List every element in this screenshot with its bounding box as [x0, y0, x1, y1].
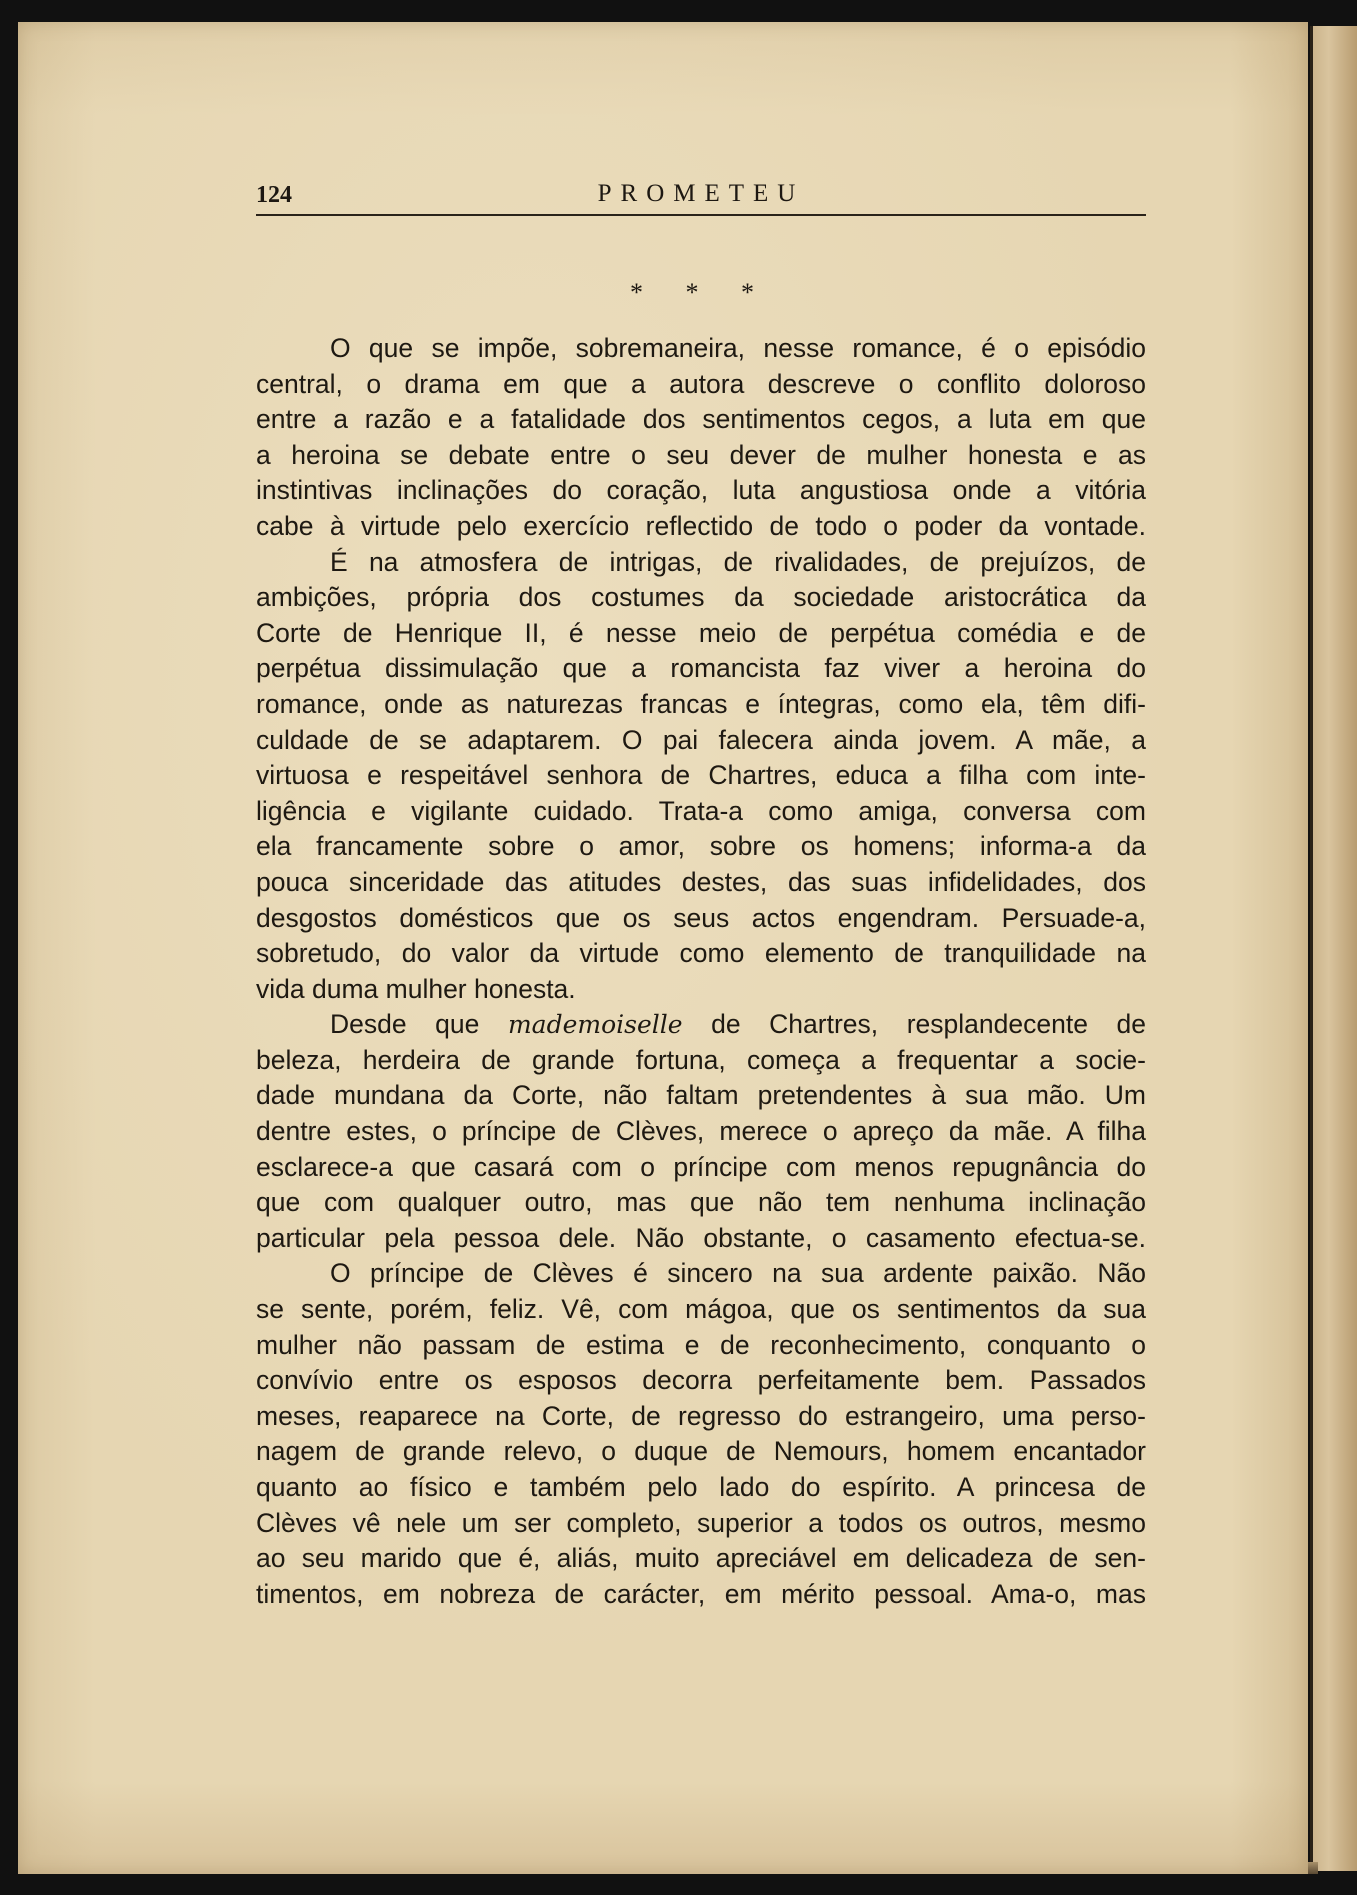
text-line: particular pela pessoa dele. Não obstante, o casamento efectua-se.: [256, 1222, 1146, 1253]
text-line: O que se impõe, sobremaneira, nesse romance, é o episódio: [330, 333, 1146, 363]
text-line: dade mundana da Corte, não faltam pretendentes à sua mão. Um: [256, 1080, 1146, 1111]
text-line: É na atmosfera de intrigas, de rivalidades, de prejuízos, de: [330, 546, 1146, 577]
text-line: romance, onde as naturezas francas e íntegras, como ela, têm difi-: [256, 688, 1146, 719]
italic-term: mademoiselle: [507, 1010, 683, 1040]
text-run: de Chartres, resplandecente de: [682, 1009, 1146, 1040]
text-line: Corte de Henrique II, é nesse meio de perpétua comédia e de: [256, 617, 1146, 648]
running-title: PROMETEU: [597, 180, 805, 207]
text-line: central, o drama em que a autora descreve o conflito doloroso: [256, 368, 1146, 399]
paragraph-4: [256, 1256, 1146, 1612]
text-line: culdade de se adaptarem. O pai falecera ainda jovem. A mãe, a: [256, 724, 1146, 755]
paragraph-2: [256, 545, 1146, 1008]
text-line: O príncipe de Clèves é sincero na sua ardente paixão. Não: [330, 1258, 1146, 1289]
text-line: entre a razão e a fatalidade dos sentimentos cegos, a luta em que: [256, 404, 1146, 435]
text-line: cabe à virtude pelo exercício reflectido de todo o poder da vontade.: [256, 510, 1146, 541]
paragraph-3: [256, 1007, 1146, 1256]
text-line: dentre estes, o príncipe de Clèves, merece o apreço da mãe. A filha: [256, 1116, 1146, 1147]
text-line: ao seu marido que é, aliás, muito apreciável em delicadeza de sen-: [256, 1543, 1146, 1574]
text-line: pouca sinceridade das atitudes destes, das suas infidelidades, dos: [256, 866, 1146, 897]
text-line: convívio entre os esposos decorra perfeitamente bem. Passados: [256, 1365, 1146, 1396]
text-run: Desde que: [330, 1009, 508, 1040]
text-line: timentos, em nobreza de carácter, em mérito pessoal. Ama-o, mas: [256, 1578, 1146, 1609]
running-header: [256, 178, 1146, 218]
text-line: ambições, própria dos costumes da sociedade aristocrática da: [256, 582, 1146, 613]
text-line: perpétua dissimulação que a romancista faz viver a heroina do: [256, 653, 1146, 684]
text-line: virtuosa e respeitável senhora de Chartres, educa a filha com inte-: [256, 760, 1146, 791]
text-line: nagem de grande relevo, o duque de Nemours, homem encantador: [256, 1436, 1146, 1467]
page-number: 124: [256, 182, 292, 208]
text-line: ela francamente sobre o amor, sobre os homens; informa-a da: [256, 831, 1146, 862]
text-line: que com qualquer outro, mas que não tem nenhuma inclinação: [256, 1187, 1146, 1218]
text-line: a heroina se debate entre o seu dever de mulher honesta e as: [256, 439, 1146, 470]
text-line: vida duma mulher honesta.: [256, 973, 576, 1004]
text-line: meses, reaparece na Corte, de regresso do estrangeiro, uma perso-: [256, 1400, 1146, 1431]
section-separator: * * *: [630, 278, 772, 307]
text-line: mulher não passam de estima e de reconhecimento, conquanto o: [256, 1329, 1146, 1360]
body-text: [256, 331, 1146, 1612]
text-line: beleza, herdeira de grande fortuna, começa a frequentar a socie-: [256, 1044, 1146, 1075]
header-rule: [256, 214, 1146, 216]
adjacent-page-edge: [1310, 26, 1357, 1871]
paragraph-1: [256, 331, 1146, 545]
text-line: quanto ao físico e também pelo lado do espírito. A princesa de: [256, 1472, 1146, 1502]
text-line: Clèves vê nele um ser completo, superior a todos os outros, mesmo: [256, 1507, 1146, 1538]
text-line: [256, 1007, 1146, 1043]
text-line: sobretudo, do valor da virtude como elemento de tranquilidade na: [256, 938, 1146, 969]
text-line: esclarece-a que casará com o príncipe com menos repugnância do: [256, 1151, 1146, 1182]
text-line: desgostos domésticos que os seus actos engendram. Persuade-a,: [256, 902, 1146, 933]
text-line: instintivas inclinações do coração, luta angustiosa onde a vitória: [256, 475, 1146, 506]
text-line: se sente, porém, feliz. Vê, com mágoa, que os sentimentos da sua: [256, 1294, 1146, 1325]
text-line: ligência e vigilante cuidado. Trata-a como amiga, conversa com: [256, 795, 1146, 826]
